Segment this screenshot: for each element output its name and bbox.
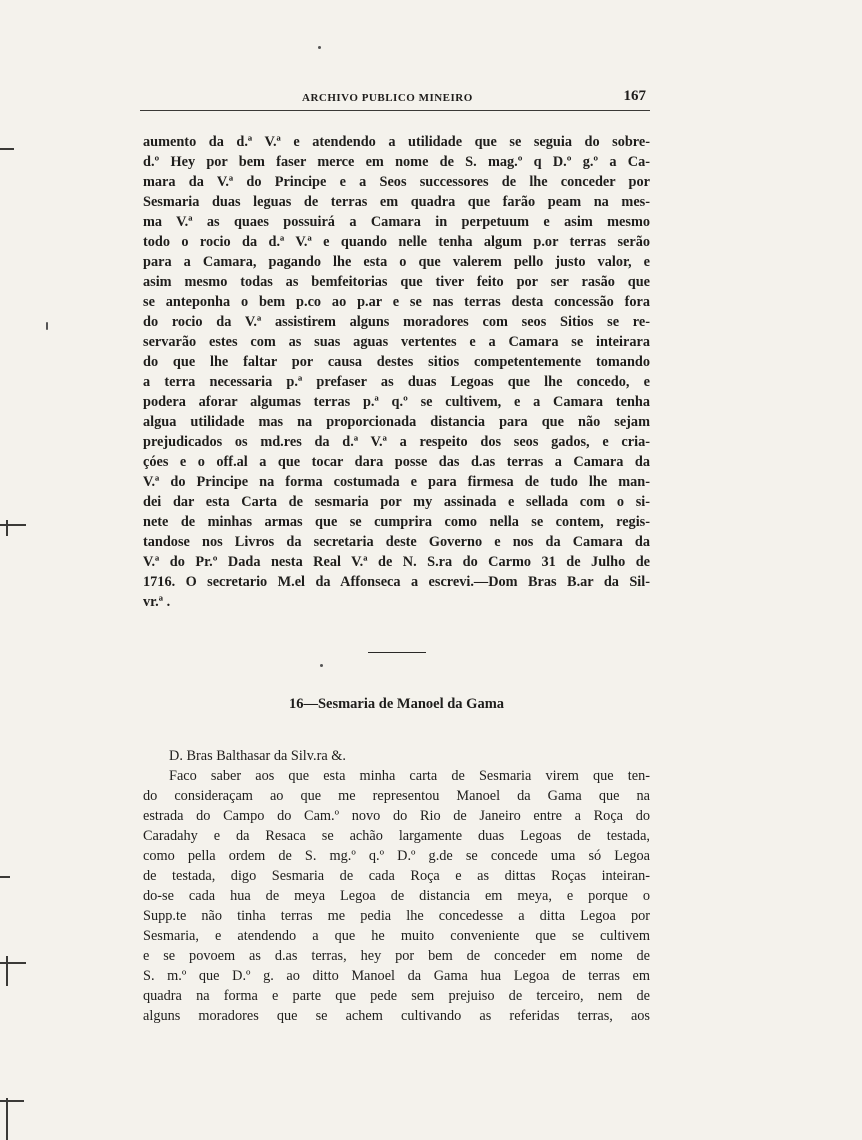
binding-mark [6, 956, 8, 986]
binding-mark [0, 962, 26, 964]
text-line: servarão estes com as suas aguas vertentes e a Camara se inteirara [143, 334, 650, 350]
text-line: e se povoem as d.as terras, hey por bem de conceder em nome de [143, 948, 650, 964]
salutation-line: D. Bras Balthasar da Silv.ra &. [169, 748, 346, 764]
text-line: do-se cada hua de meya Legoa de distancia em meya, e porque o [143, 888, 650, 904]
text-line: a terra necessaria p.ª prefaser as duas Legoas que lhe concedo, e [143, 374, 650, 390]
text-line: alguns moradores que se achem cultivando as referidas terras, aos [143, 1008, 650, 1024]
text-line: 1716. O secretario M.el da Affonseca a escrevi.—Dom Bras B.ar da Sil- [143, 574, 650, 590]
text-line: podera aforar algumas terras p.ª q.º se cultivem, e a Camara tenha [143, 394, 650, 410]
binding-mark [6, 1098, 8, 1140]
binding-mark [0, 524, 26, 526]
text-line: do rocio da V.ª assistirem alguns moradores com seos Sitios se re- [143, 314, 650, 330]
text-line: nete de minhas armas que se cumprira como nella se contem, regis- [143, 514, 650, 530]
running-head: ARCHIVO PUBLICO MINEIRO [302, 92, 473, 104]
text-line: d.º Hey por bem faser merce em nome de S. mag.º q D.º g.º a Ca- [143, 154, 650, 170]
section-body [143, 746, 650, 1026]
text-line: Supp.te não tinha terras me pedia lhe concedesse a ditta Legoa por [143, 908, 650, 924]
text-line: Faco saber aos que esta minha carta de Sesmaria virem que ten- [169, 768, 650, 784]
binding-mark [0, 876, 10, 878]
text-line: mara da V.ª do Principe e a Seos successores de lhe conceder por [143, 174, 650, 190]
text-line: çóes e o off.al a que tocar dara posse das d.as terras a Camara da [143, 454, 650, 470]
text-line: todo o rocio da d.ª V.ª e quando nelle tenha algum p.or terras serão [143, 234, 650, 250]
text-line: como pella ordem de S. mg.º q.º D.º g.de se concede uma só Legoa [143, 848, 650, 864]
scan-speck [46, 322, 48, 330]
text-line: se anteponha o bem p.co ao p.ar e se nas terras desta concessão fora [143, 294, 650, 310]
text-line: ma V.ª as quaes possuirá a Camara in perpetuum e asim mesmo [143, 214, 650, 230]
text-line: Sesmaria, e atendendo a que he muito conveniente que se cultivem [143, 928, 650, 944]
page-number: 167 [623, 88, 646, 104]
binding-mark [0, 148, 14, 150]
text-line: algua utilidade mas na proporcionada distancia para que não sejam [143, 414, 650, 430]
text-line: do que lhe faltar por causa destes sitios competentemente tomando [143, 354, 650, 370]
text-line: estrada do Campo do Cam.º novo do Rio de Janeiro entre a Roça do [143, 808, 650, 824]
text-line: Caradahy e da Resaca se achão largamente duas Legoas de testada, [143, 828, 650, 844]
text-line: dei dar esta Carta de sesmaria por my assinada e sellada com o si- [143, 494, 650, 510]
section-divider [368, 652, 426, 653]
text-line: para a Camara, pagando lhe esta o que valerem pello justo valor, e [143, 254, 650, 270]
text-line: prejudicados os md.res da d.ª V.ª a respeito dos seos gados, e cria- [143, 434, 650, 450]
text-line: de testada, digo Sesmaria de cada Roça e as dittas Roças inteiran- [143, 868, 650, 884]
binding-mark [6, 520, 8, 536]
text-line: V.ª do Pr.º Dada nesta Real V.ª de N. S.ra do Carmo 31 de Julho de [143, 554, 650, 570]
text-line: quadra na forma e parte que pede sem prejuiso de terceiro, nem de [143, 988, 650, 1004]
text-line: S. m.º que D.º g. ao ditto Manoel da Gama hua Legoa de terras em [143, 968, 650, 984]
text-line: Sesmaria duas leguas de terras em quadra que farão peam na mes- [143, 194, 650, 210]
section-title: 16—Sesmaria de Manoel da Gama [288, 696, 505, 712]
text-line: V.ª do Principe na forma costumada e para firmesa de tudo lhe man- [143, 474, 650, 490]
text-line: aumento da d.ª V.ª e atendendo a utilidade que se seguia do sobre- [143, 134, 650, 150]
text-line: do consideraçam ao que me representou Manoel da Gama que na [143, 788, 650, 804]
binding-mark [0, 1100, 24, 1102]
text-line: tandose nos Livros da secretaria deste Governo e nos da Camara da [143, 534, 650, 550]
text-line: asim mesmo todas as bemfeitorias que tiver feito por ser rasão que [143, 274, 650, 290]
page-header [140, 88, 650, 111]
text-line: vr.ª . [143, 594, 171, 610]
body-text-continuation [143, 132, 650, 612]
scan-speck [318, 46, 321, 49]
scan-speck [320, 664, 323, 667]
